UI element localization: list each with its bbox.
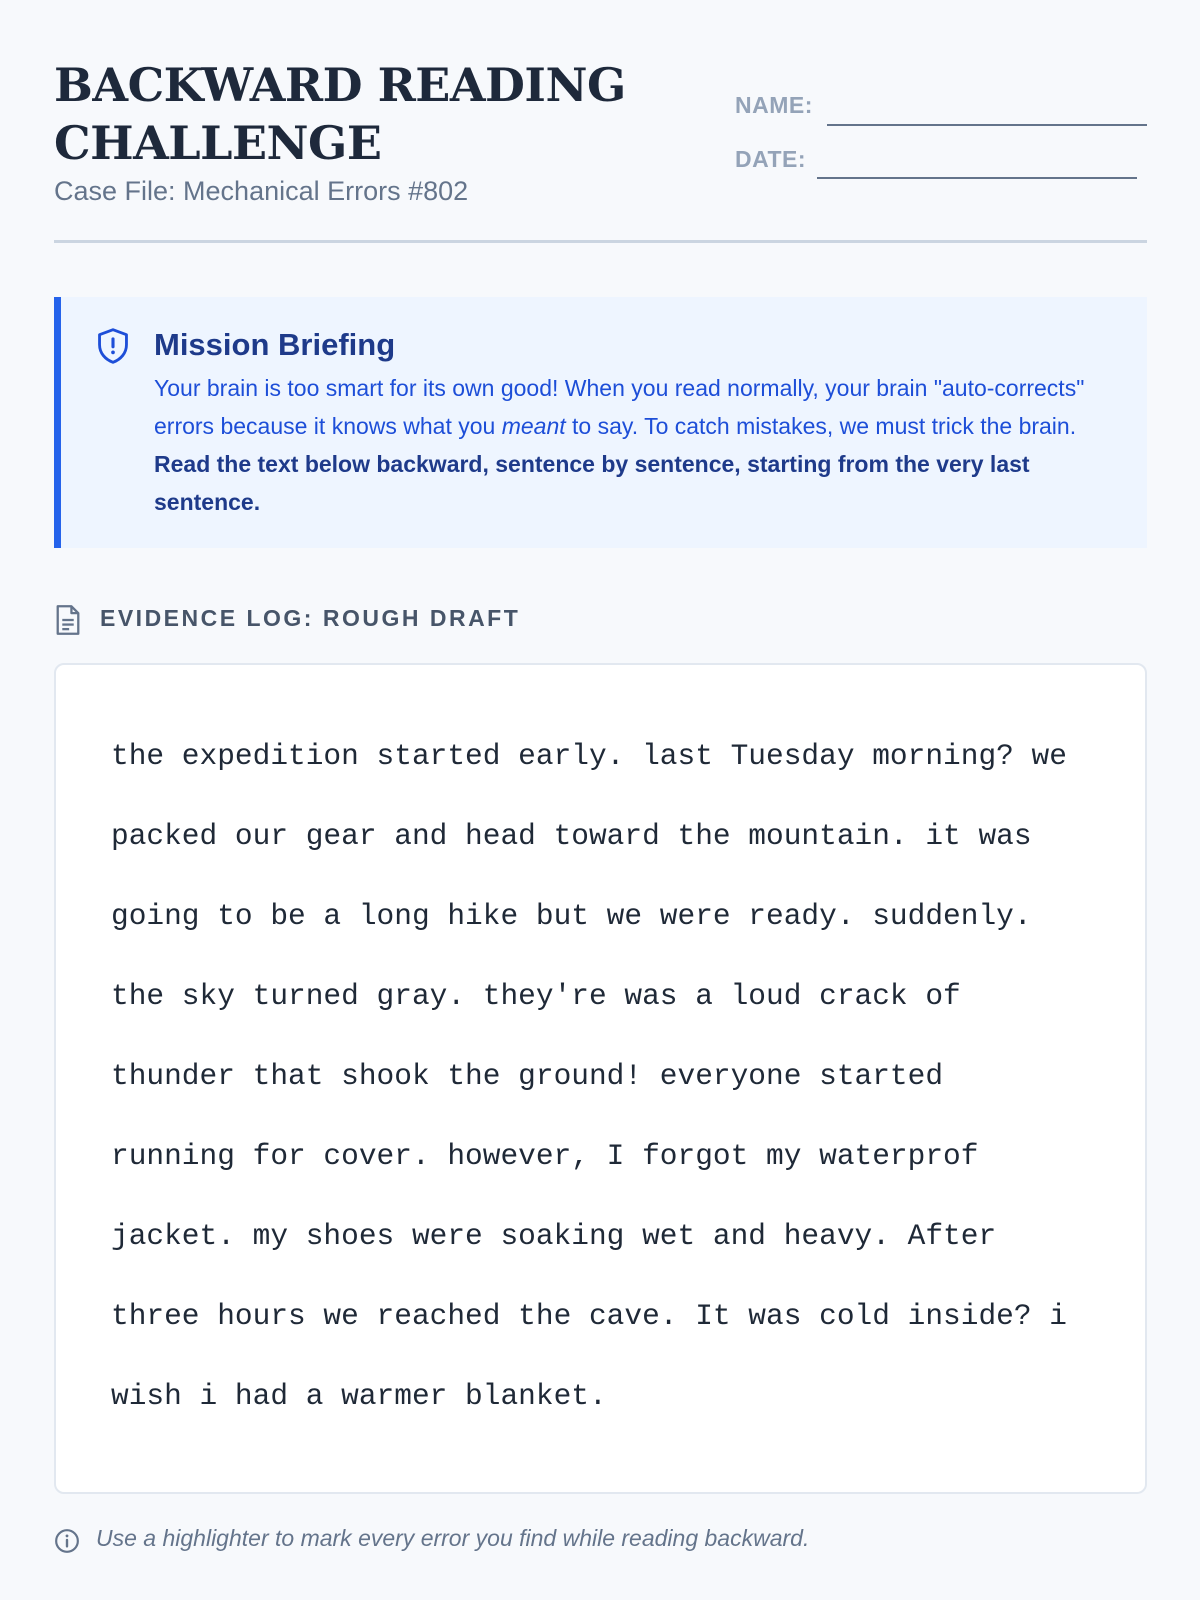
- date-field[interactable]: [817, 177, 1137, 179]
- draft-line: the sky turned gray. they're was a loud crack of: [111, 979, 961, 1013]
- name-label: NAME:: [735, 92, 813, 118]
- worksheet: [54, 0, 1147, 1600]
- info-icon: [54, 1528, 80, 1554]
- name-field[interactable]: [827, 124, 1147, 126]
- draft-line: running for cover. however, I forgot my waterprof: [111, 1139, 979, 1173]
- draft-line: the expedition started early. last Tuesday morning? we: [111, 739, 1067, 773]
- footer-instruction: Use a highlighter to mark every error you find while reading backward.: [96, 1525, 810, 1551]
- header-divider: [54, 240, 1147, 243]
- briefing-text: Your brain is too smart for its own good! When you read normally, your brain "auto-corrects" errors because it knows what you meant to say. To catch mistakes, we must trick the brain. Read the text below backward, sentence by sentence, starting from the very last sentence.: [154, 375, 1085, 515]
- mission-briefing-callout: [54, 297, 1147, 548]
- draft-line: three hours we reached the cave. It was cold inside? i: [111, 1299, 1067, 1333]
- date-label: DATE:: [735, 146, 807, 172]
- briefing-title: Mission Briefing: [154, 327, 396, 362]
- rough-draft-text: [111, 716, 1111, 1436]
- rough-draft-box: [54, 663, 1147, 1494]
- evidence-log-heading: EVIDENCE LOG: ROUGH DRAFT: [100, 605, 521, 631]
- draft-line: wish i had a warmer blanket.: [111, 1379, 607, 1413]
- case-file-subtitle: Case File: Mechanical Errors #802: [54, 176, 469, 206]
- draft-line: packed our gear and head toward the mountain. it was: [111, 819, 1032, 853]
- page-title: BACKWARD READING CHALLENGE: [54, 58, 626, 170]
- draft-line: thunder that shook the ground! everyone started: [111, 1059, 944, 1093]
- document-icon: [54, 604, 82, 636]
- shield-alert-icon: [96, 327, 130, 365]
- draft-line: jacket. my shoes were soaking wet and heavy. After: [111, 1219, 997, 1253]
- draft-line: going to be a long hike but we were ready. suddenly.: [111, 899, 1032, 933]
